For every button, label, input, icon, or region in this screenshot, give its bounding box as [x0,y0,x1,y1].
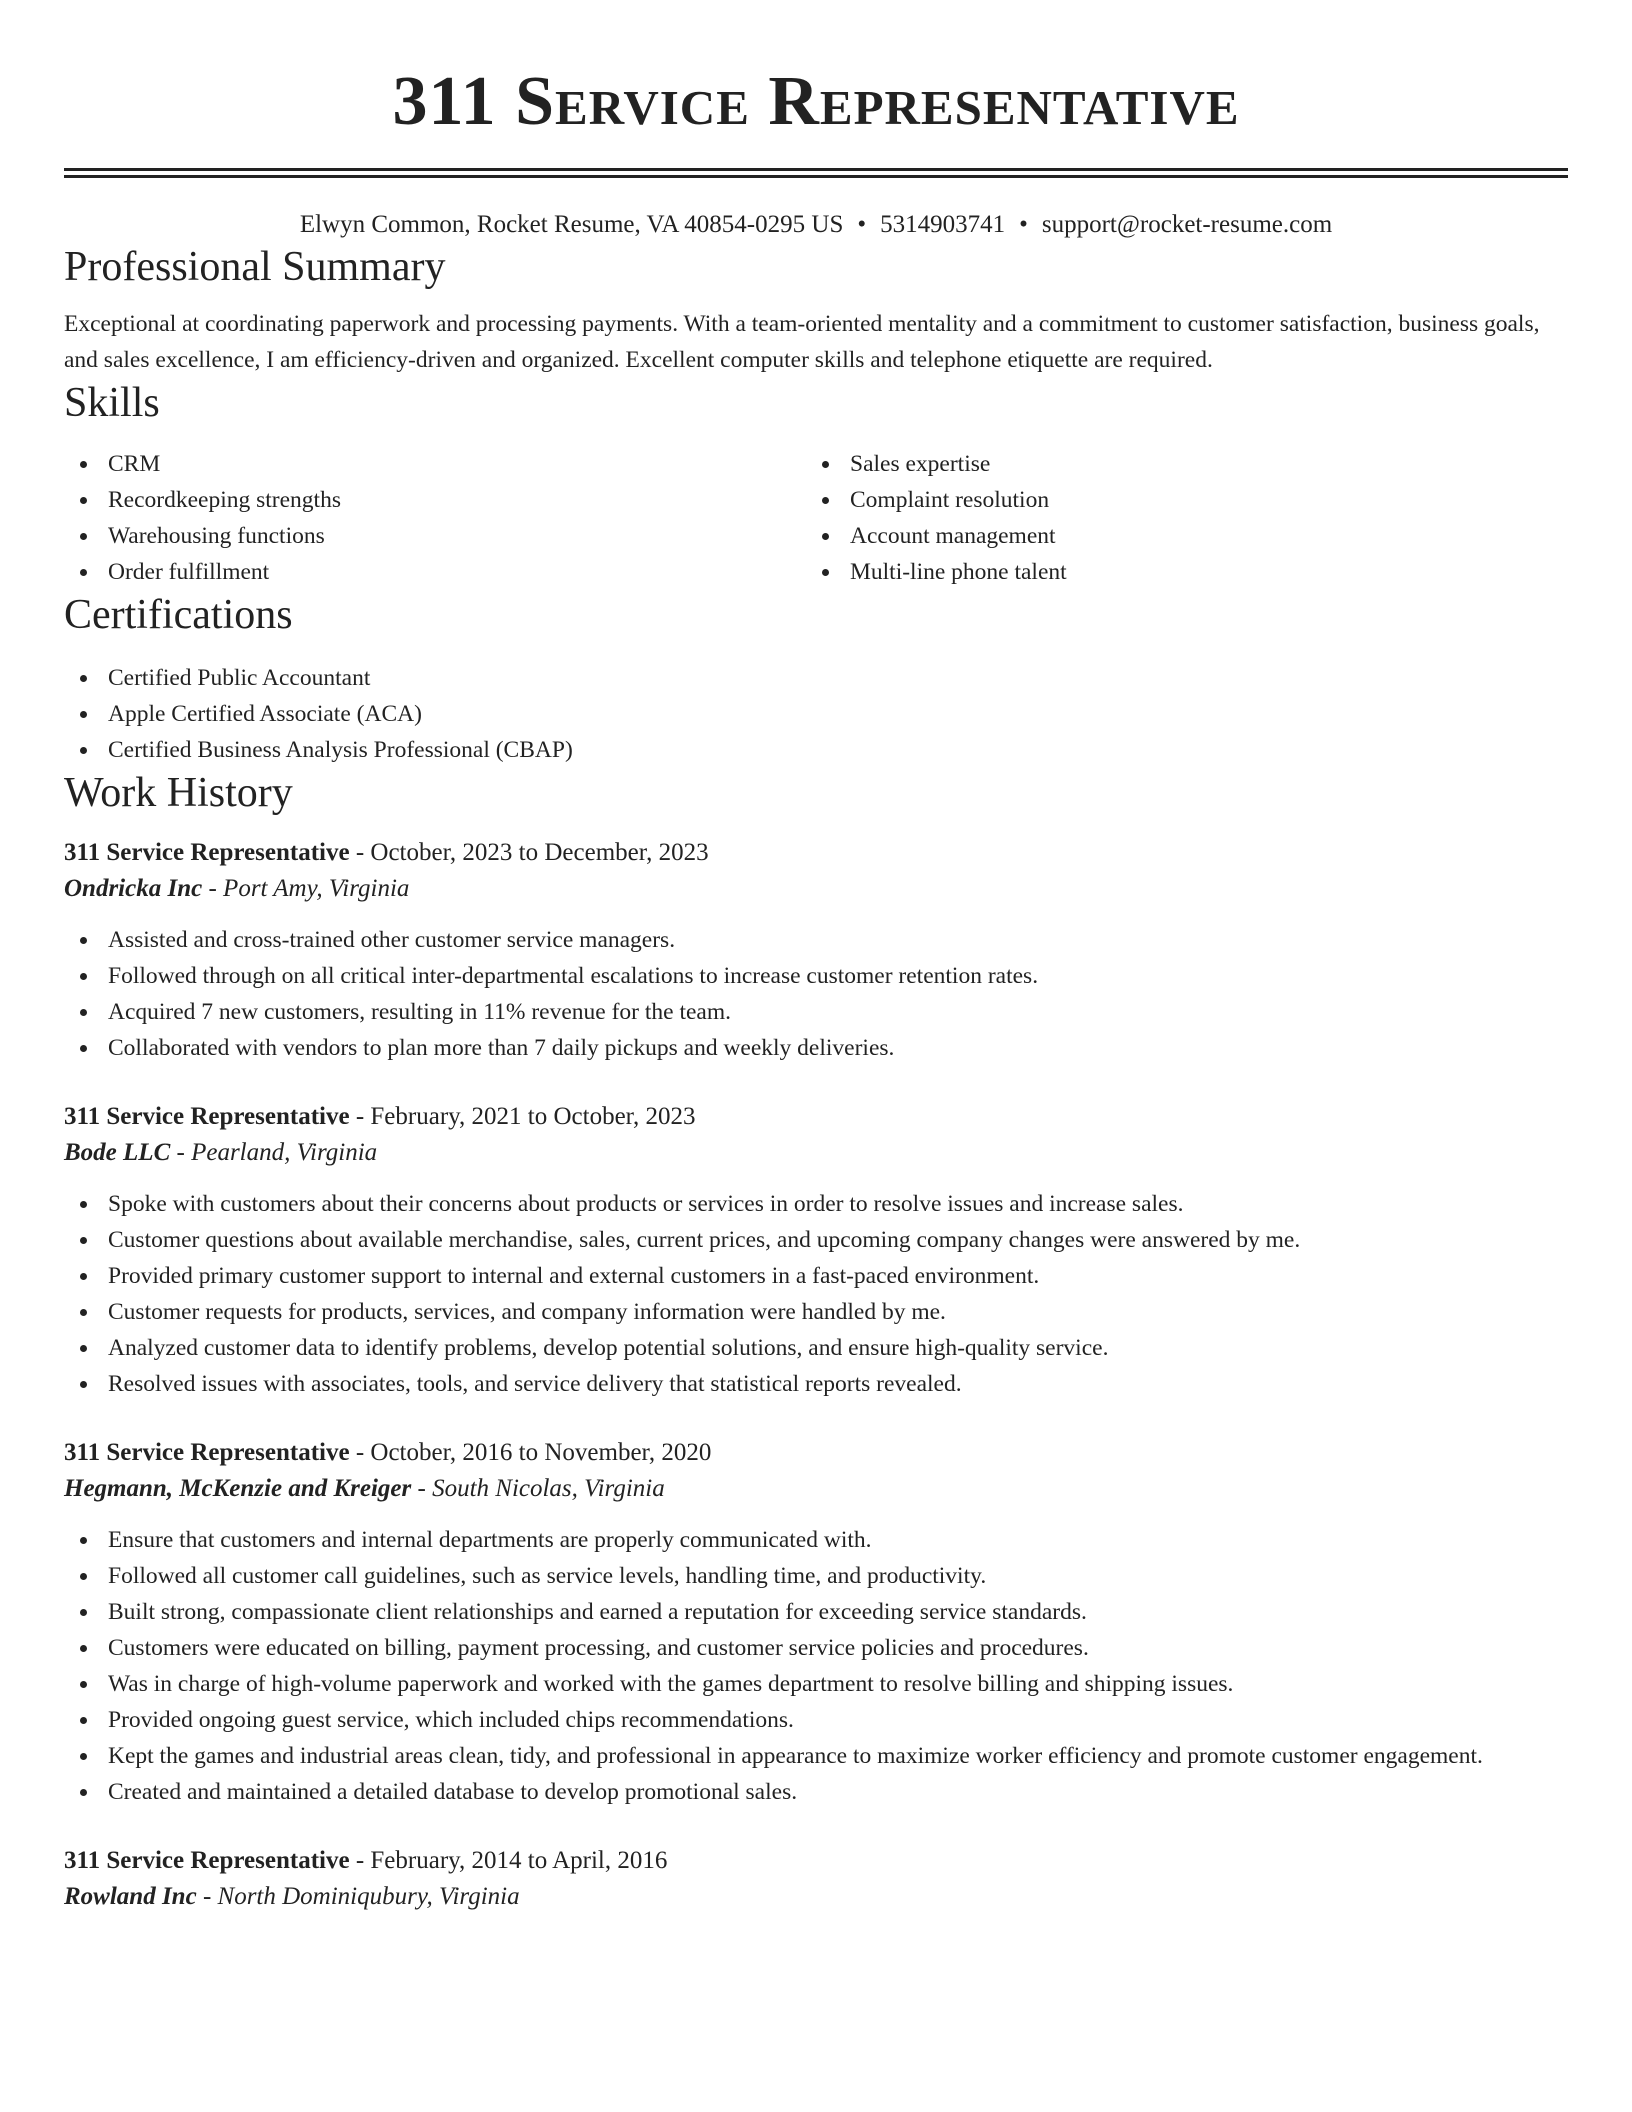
duty-item: Provided ongoing guest service, which included chips recommendations. [64,1702,1568,1738]
skills-right-list [806,446,1548,590]
duty-item: Followed all customer call guidelines, such as service levels, handling time, and productivity. [64,1558,1568,1594]
summary-text: Exceptional at coordinating paperwork and processing payments. With a team-oriented mentality and a commitment to customer satisfaction, business goals, and sales excellence, I am efficiency-driven and organized. Excellent computer skills and telephone etiquette are required. [64,311,1540,373]
job-dates: - October, 2016 to November, 2020 [349,1439,712,1466]
duty-item: Resolved issues with associates, tools, and service delivery that statistical reports revealed. [64,1366,1568,1402]
skill-item: Warehousing functions [64,518,806,554]
job-company-line [64,1134,1568,1172]
job-location: - Port Amy, Virginia [202,875,410,902]
job-company: Bode LLC [64,1139,171,1166]
job-company-line [64,870,1568,908]
skill-item: Account management [806,518,1548,554]
job-title: 311 Service Representative [64,1439,350,1466]
certifications-heading: Certifications [64,592,293,638]
job-duties-list [64,922,1568,1066]
duty-item: Acquired 7 new customers, resulting in 11% revenue for the team. [64,994,1568,1030]
summary-heading: Professional Summary [64,244,446,290]
job-title: 311 Service Representative [64,839,350,866]
resume-title: 311 Service Representative [392,63,1240,140]
job-title-line [64,1844,1568,1878]
duty-item: Kept the games and industrial areas clean, tidy, and professional in appearance to maximize worker efficiency and promote customer engagement. [64,1738,1568,1774]
job-dates: - February, 2021 to October, 2023 [349,1103,696,1130]
duty-item: Built strong, compassionate client relationships and earned a reputation for exceeding service standards. [64,1594,1568,1630]
job-company: Hegmann, McKenzie and Kreiger [64,1475,412,1502]
duty-item: Was in charge of high-volume paperwork and worked with the games department to resolve billing and shipping issues. [64,1666,1568,1702]
duty-item: Ensure that customers and internal departments are properly communicated with. [64,1522,1568,1558]
duty-item: Collaborated with vendors to plan more than 7 daily pickups and weekly deliveries. [64,1030,1568,1066]
job-title-line [64,1100,1568,1134]
certification-item: Certified Business Analysis Professional (CBAP) [64,732,1568,768]
duty-item: Customer questions about available merchandise, sales, current prices, and upcoming company changes were answered by me. [64,1222,1568,1258]
job-dates: - February, 2014 to April, 2016 [349,1847,668,1874]
job-title-line [64,836,1568,870]
skills-heading: Skills [64,380,160,426]
contact-separator: • [857,211,867,238]
certification-item: Apple Certified Associate (ACA) [64,696,1568,732]
job-location: - North Dominiqubury, Virginia [196,1883,520,1910]
duty-item: Followed through on all critical inter-departmental escalations to increase customer retention rates. [64,958,1568,994]
skill-item: Multi-line phone talent [806,554,1548,590]
resume-page [64,0,1568,1916]
contact-phone: 5314903741 [880,211,1006,238]
job-location: - South Nicolas, Virginia [411,1475,665,1502]
contact-email: support@rocket-resume.com [1041,211,1333,238]
contact-address: Elwyn Common, Rocket Resume, VA 40854-0295 US [299,211,844,238]
contact-separator: • [1019,211,1028,238]
skills-left-list [64,446,806,590]
duty-item: Customer requests for products, services, and company information were handled by me. [64,1294,1568,1330]
duty-item: Spoke with customers about their concerns about products or services in order to resolve issues and increase sales. [64,1186,1568,1222]
duty-item: Created and maintained a detailed database to develop promotional sales. [64,1774,1568,1810]
duty-item: Assisted and cross-trained other customer service managers. [64,922,1568,958]
duty-item: Customers were educated on billing, payment processing, and customer service policies and procedures. [64,1630,1568,1666]
job-company-line [64,1878,1568,1916]
job-entry [64,1844,1568,1916]
job-company: Ondricka Inc [64,875,203,902]
certification-item: Certified Public Accountant [64,660,1568,696]
work-history-heading: Work History [64,770,293,816]
skill-item: Order fulfillment [64,554,806,590]
job-location: - Pearland, Virginia [170,1139,378,1166]
duty-item: Provided primary customer support to internal and external customers in a fast-paced environment. [64,1258,1568,1294]
job-duties-list [64,1522,1568,1810]
job-entry [64,836,1568,1066]
job-title-line [64,1436,1568,1470]
skill-item: CRM [64,446,806,482]
skill-item: Recordkeeping strengths [64,482,806,518]
skill-item: Sales expertise [806,446,1548,482]
contact-line [64,208,1568,242]
job-company-line [64,1470,1568,1508]
job-dates: - October, 2023 to December, 2023 [349,839,709,866]
certifications-list [64,660,1568,768]
job-title: 311 Service Representative [64,1103,350,1130]
duty-item: Analyzed customer data to identify problems, develop potential solutions, and ensure high-quality service. [64,1330,1568,1366]
job-duties-list [64,1186,1568,1402]
skills-columns [64,446,1568,590]
job-title: 311 Service Representative [64,1847,350,1874]
skill-item: Complaint resolution [806,482,1548,518]
job-entry [64,1436,1568,1810]
job-company: Rowland Inc [64,1883,197,1910]
title-divider [64,168,1568,178]
job-entry [64,1100,1568,1402]
